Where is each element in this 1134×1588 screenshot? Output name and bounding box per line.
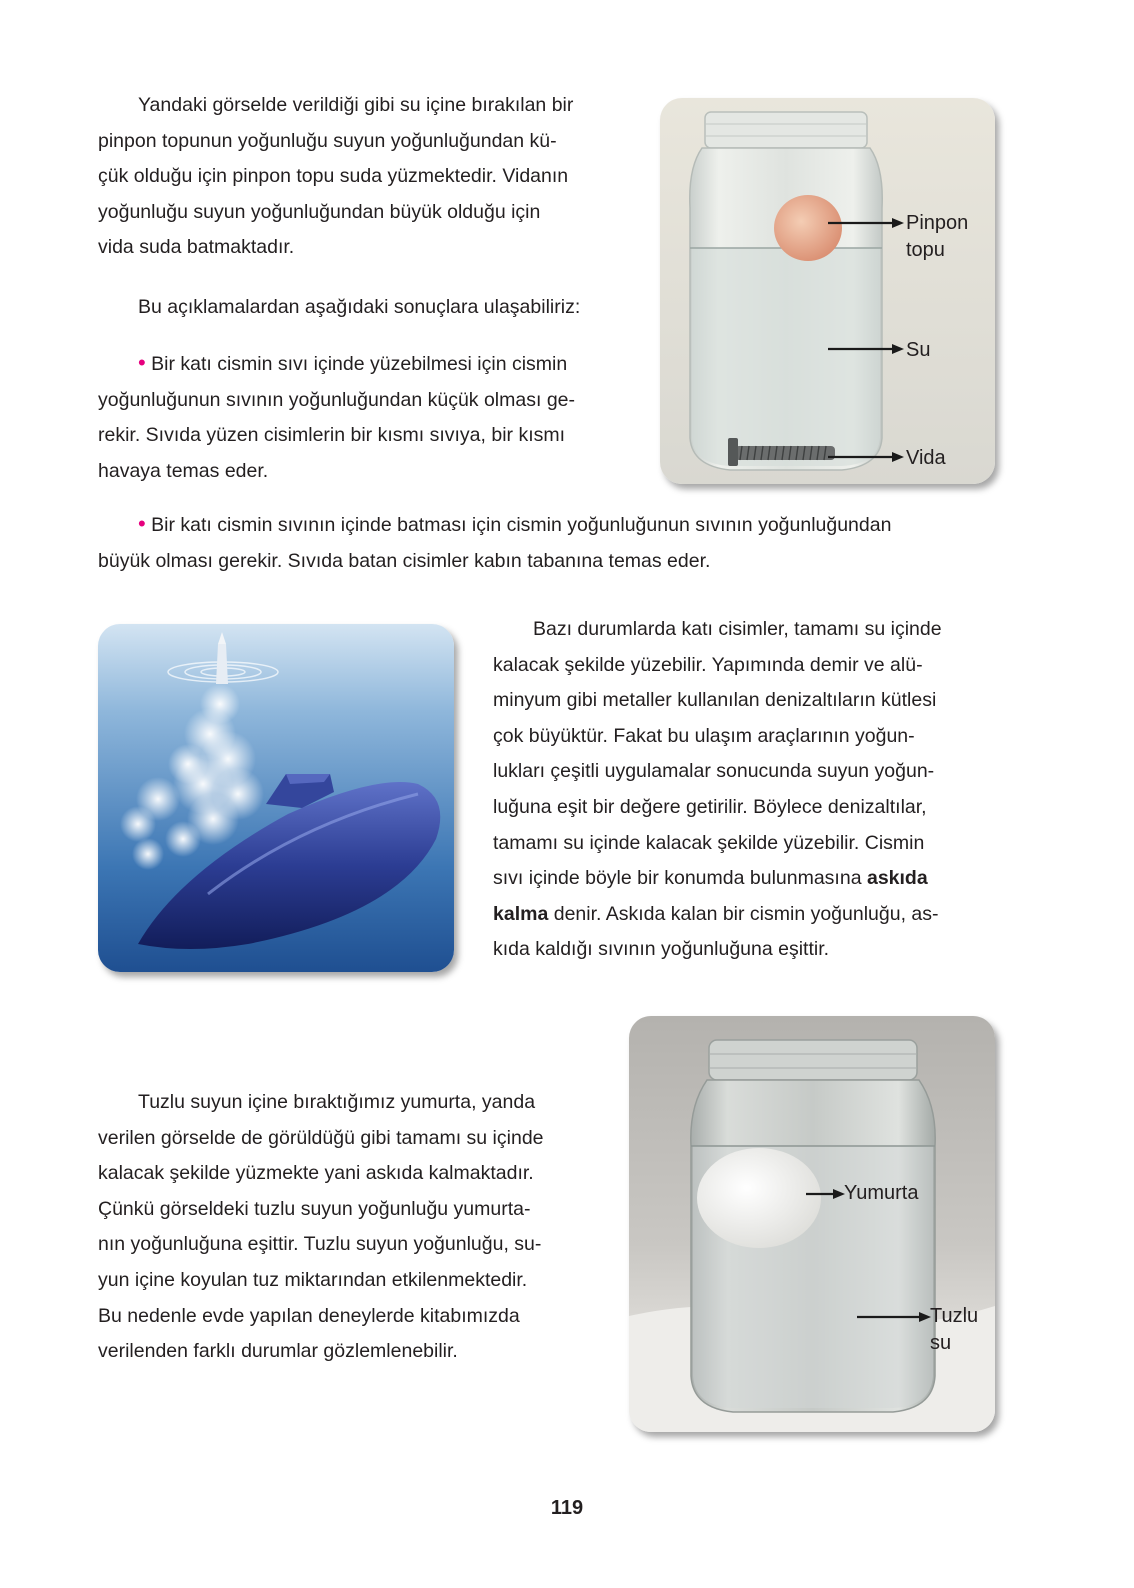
text-line: Çünkü görseldeki tuzlu suyun yoğunluğu yumurta- xyxy=(98,1197,531,1220)
page-number: 119 xyxy=(550,1497,584,1519)
text-line: Yandaki görselde verildiği gibi su içine bırakılan bir xyxy=(138,94,574,116)
text-line: vida suda batmaktadır. xyxy=(98,236,295,259)
label-tuzlu-su: Tuzlu su xyxy=(930,1305,979,1354)
key-term: kalma xyxy=(493,902,549,925)
text-line: büyük olması gerekir. Sıvıda batan cisimler kabın tabanına temas eder. xyxy=(98,549,711,572)
label-su: Su xyxy=(906,339,931,361)
jar-pingpong-figure xyxy=(660,98,995,484)
bullet-item-sinking xyxy=(98,508,994,579)
text-line: çok büyüktür. Fakat bu ulaşım araçlarının yoğun- xyxy=(493,724,915,747)
text-line: tamamı su içinde kalacak şekilde yüzebilir. Cismin xyxy=(493,831,925,854)
text-line: lukları çeşitli uygulamalar sonucunda suyun yoğun- xyxy=(493,760,935,783)
text-line: kıda kaldığı sıvının yoğunluğuna eşittir. xyxy=(493,938,830,961)
jar-egg-figure xyxy=(629,1016,995,1432)
text-line: çük olduğu için pinpon topu suda yüzmektedir. Vidanın xyxy=(98,165,569,188)
text-line: verilenden farklı durumlar gözlemlenebilir. xyxy=(98,1340,458,1363)
bullet-icon: • xyxy=(138,350,146,375)
text-line: nın yoğunluğuna eşittir. Tuzlu suyun yoğunluğu, su- xyxy=(98,1233,542,1256)
label-pinpon-topu: Pinpon topu xyxy=(906,212,969,261)
text-line: Tuzlu suyun içine bıraktığımız yumurta, yanda xyxy=(138,1091,536,1113)
key-term: askıda xyxy=(866,867,928,890)
text-line: yoğunluğu suyun yoğunluğundan büyük olduğu için xyxy=(98,200,541,223)
bullet-item-floating xyxy=(98,347,624,489)
intro-paragraph xyxy=(98,88,624,266)
conclusion-lead xyxy=(138,290,638,326)
submarine-paragraph xyxy=(493,612,994,968)
text-line: Bu nedenle evde yapılan deneylerde kitabımızda xyxy=(98,1304,520,1327)
text-line: kalacak şekilde yüzebilir. Yapımında demir ve alü- xyxy=(493,653,923,676)
submarine-illustration xyxy=(98,624,454,972)
text-line: yoğunluğunun sıvının yoğunluğundan küçük olması ge- xyxy=(98,388,575,411)
jar-photo xyxy=(660,98,995,484)
text-line: kalacak şekilde yüzmekte yani askıda kalmaktadır. xyxy=(98,1162,534,1185)
bullet-icon: • xyxy=(138,511,146,536)
jar-egg-photo xyxy=(629,1016,995,1432)
label-vida: Vida xyxy=(906,447,946,469)
text-line: Bir katı cismin sıvı içinde yüzebilmesi için cismin xyxy=(151,353,568,375)
text-line: yun içine koyulan tuz miktarından etkilenmektedir. xyxy=(98,1268,528,1291)
text-line: kalma denir. Askıda kalan bir cismin yoğunluğu, as- xyxy=(493,902,939,925)
text-line: Bazı durumlarda katı cisimler, tamamı su içinde xyxy=(533,618,942,640)
submarine-figure xyxy=(98,624,454,972)
text-line: minyum gibi metaller kullanılan denizaltıların kütlesi xyxy=(493,689,937,712)
salt-water-paragraph xyxy=(98,1085,589,1370)
text-line: rekir. Sıvıda yüzen cisimlerin bir kısmı sıvıya, bir kısmı xyxy=(98,424,566,447)
text-line: Bir katı cismin sıvının içinde batması için cismin yoğunluğunun sıvının yoğunluğundan xyxy=(151,514,892,536)
text-line: sıvı içinde böyle bir konumda bulunmasına askıda xyxy=(493,867,928,890)
text-line: havaya temas eder. xyxy=(98,459,269,482)
text-line: Bu açıklamalardan aşağıdaki sonuçlara ulaşabiliriz: xyxy=(138,296,581,318)
text-line: pinpon topunun yoğunluğu suyun yoğunluğundan kü- xyxy=(98,129,557,152)
text-line: verilen görselde de görüldüğü gibi tamamı su içinde xyxy=(98,1126,544,1149)
text-line: luğuna eşit bir değere getirilir. Böylece denizaltılar, xyxy=(493,795,927,818)
label-yumurta: Yumurta xyxy=(844,1182,919,1204)
